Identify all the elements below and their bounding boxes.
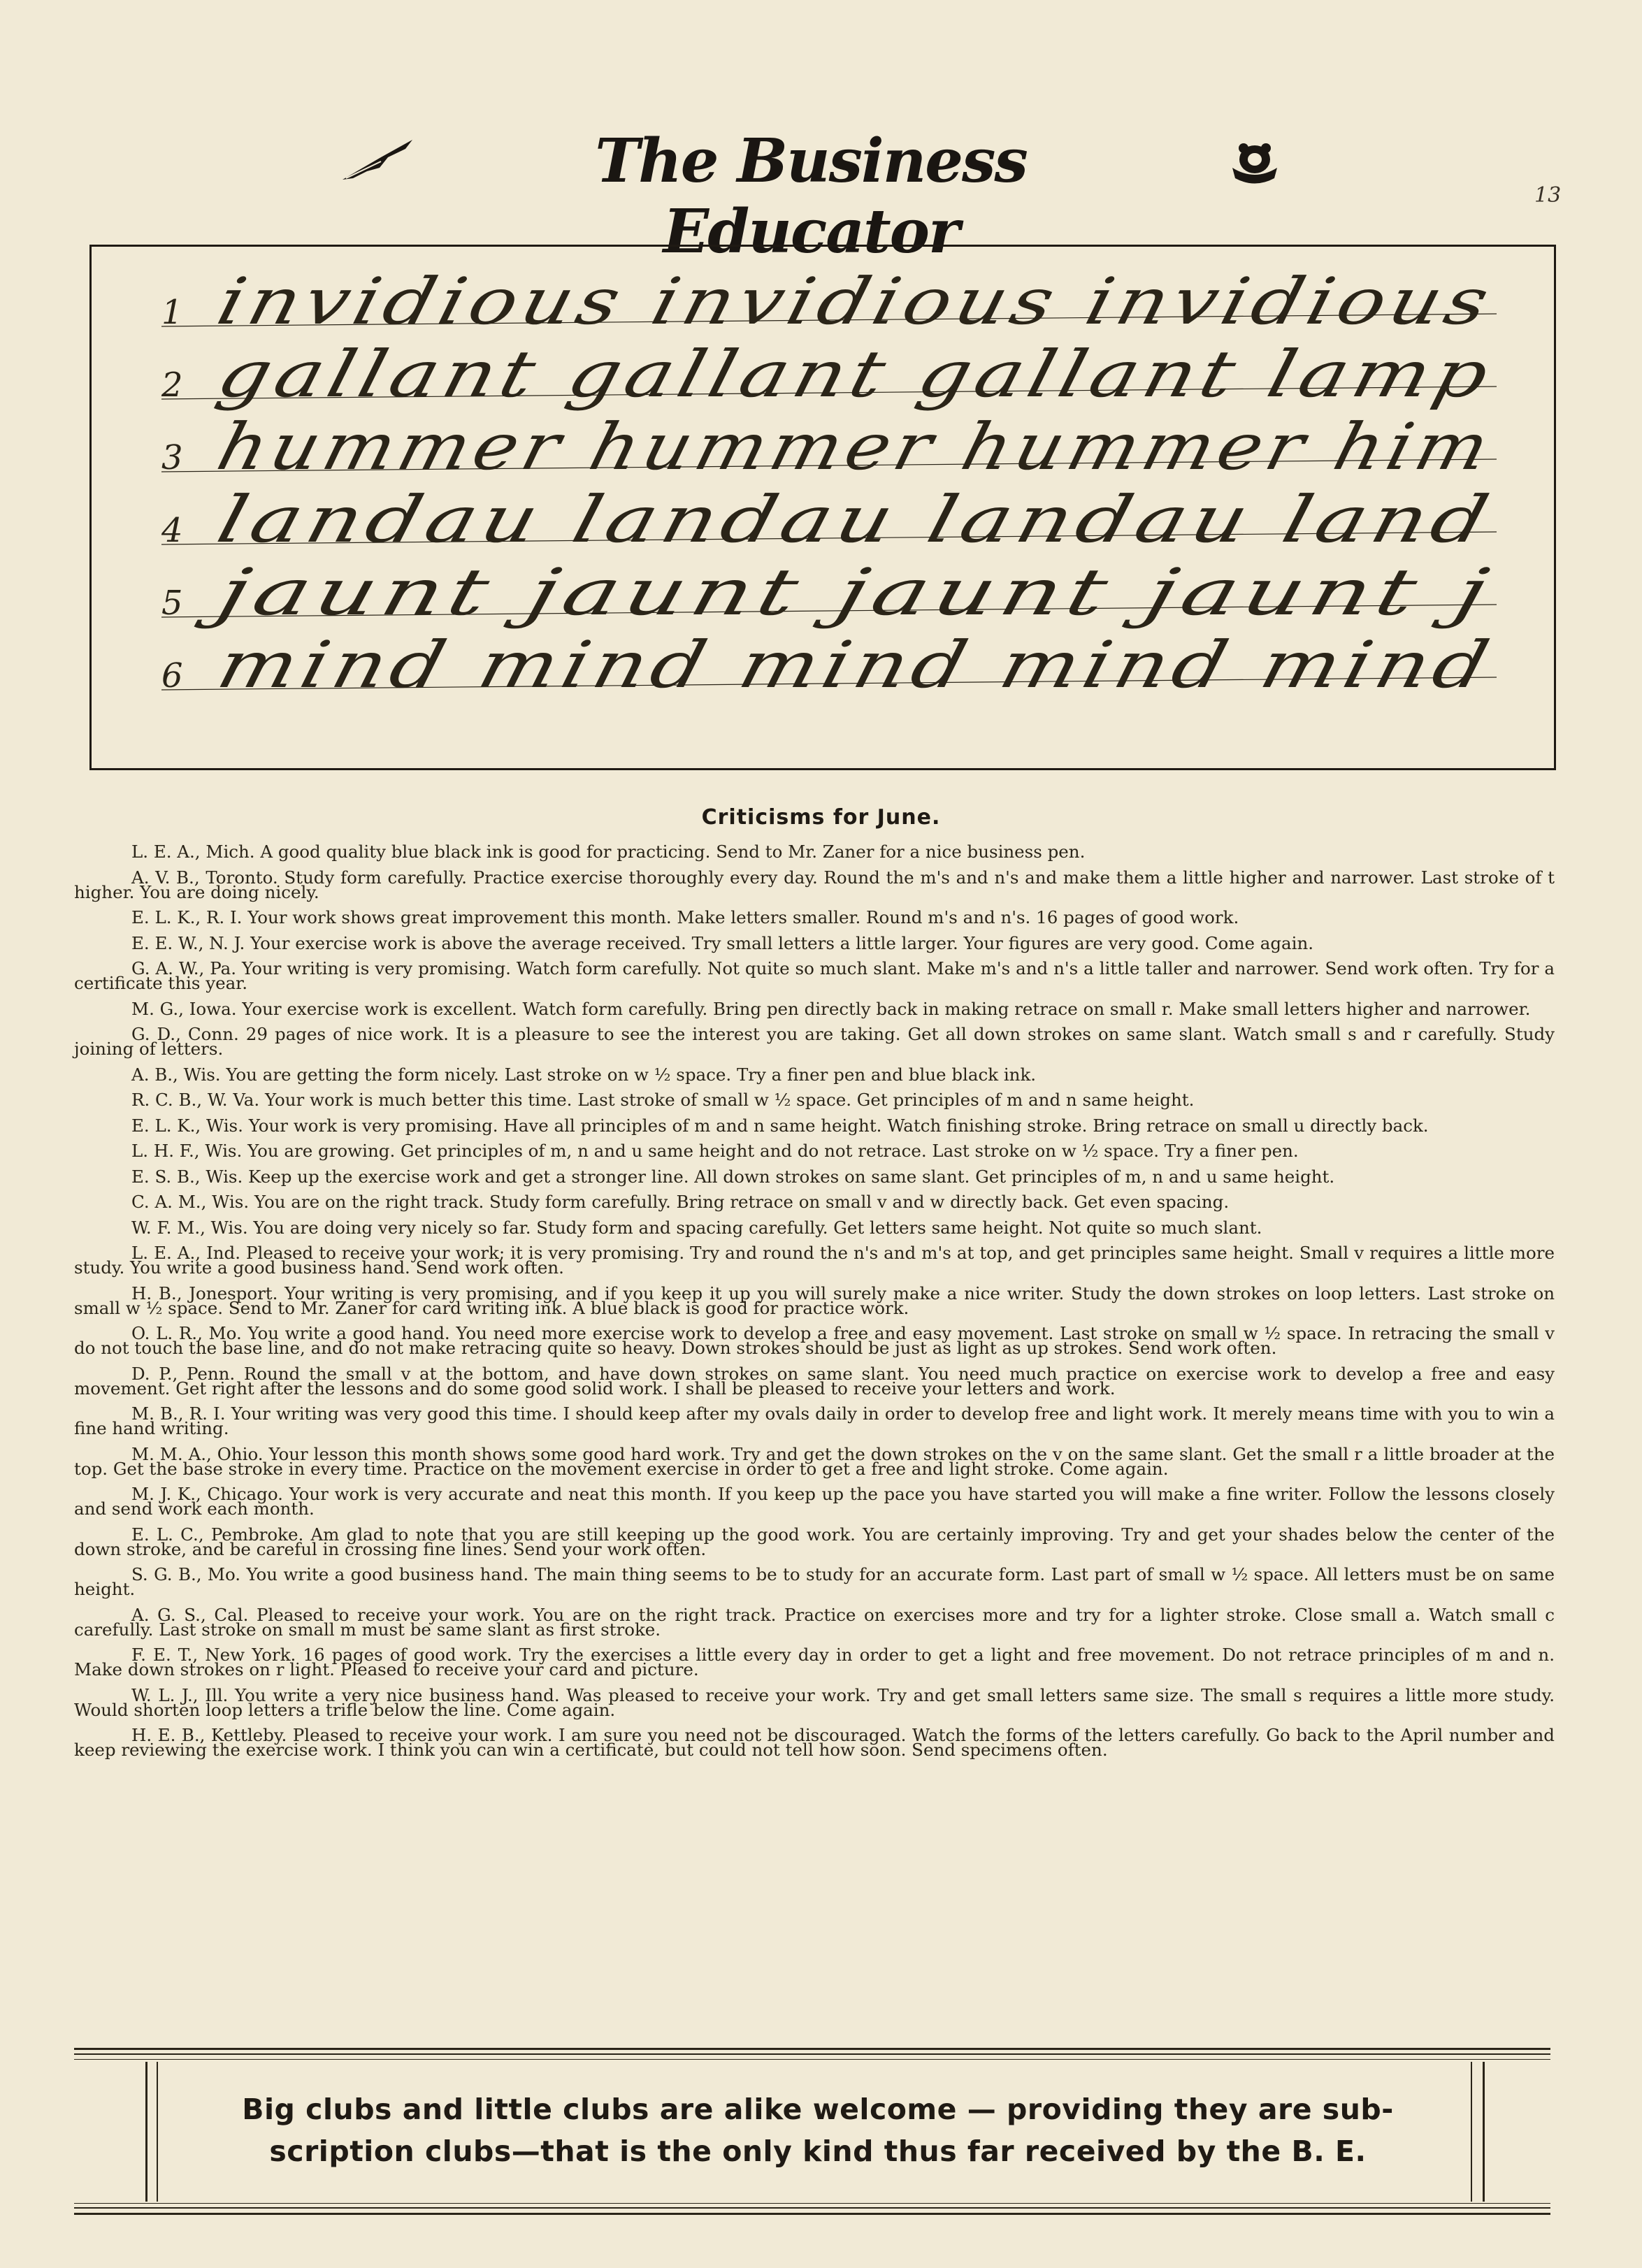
quill-pen-icon [339,136,416,185]
criticism-entry: E. L. K., Wis. Your work is very promising. Have all principles of m and n same height. Watch finishing stroke. Bring retrace on small u directly back. [131,1115,1429,1136]
copy-line-number: 4 [161,511,183,550]
copy-line-text: invidious invidious invidious [210,264,1273,340]
criticism-entry: L. E. A., Mich. A good quality blue black ink is good for practicing. Send to Mr. Zaner for a nice business pen. [131,842,1086,862]
top-rule-1 [74,2048,1550,2050]
top-rule-3 [74,2059,1550,2060]
criticism-entry: A. V. B., Toronto. Study form carefully. Practice exercise thoroughly every day. Round the m's and n's and make them a little higher and narrower. Last stroke of t higher. You are doing nicely. [74,867,1555,902]
criticism-entry: C. A. M., Wis. You are on the right track. Study form carefully. Bring retrace on small v and w directly back. Get even spacing. [131,1192,1230,1212]
copy-line-text: hummer hummer hummer him [210,410,1334,485]
criticism-entry: G. A. W., Pa. Your writing is very promising. Watch form carefully. Not quite so much slant. Make m's and n's a little taller and narrower. Send work often. Try for a certificate this year. [74,958,1555,993]
copy-line-text: landau landau landau land [210,482,1200,558]
masthead [0,119,1642,267]
criticism-entry: G. D., Conn. 29 pages of nice work. It is a pleasure to see the interest you are taking. Get all down strokes on same slant. Watch small s and r carefully. Study joining of letters. [74,1024,1555,1059]
criticism-entry: H. E. B., Kettleby. Pleased to receive your work. I am sure you need not be discouraged. Watch the forms of the letters carefully. Go back to the April number and keep reviewing the exercise work. I think you can win a certificate, but could not tell how soon. Send specimens often. [74,1725,1555,1760]
bottom-rule-2 [74,2207,1550,2209]
masthead-title: The Business Educator [595,126,1027,267]
penmanship-copy-plate [89,245,1556,770]
criticism-entry: M. G., Iowa. Your exercise work is excellent. Watch form carefully. Bring pen directly back in making retrace on small r. Make small letters higher and narrower. [131,998,1531,1019]
criticism-entry: M. J. K., Chicago. Your work is very accurate and neat this month. If you keep up the pace you have started you will make a fine writer. Follow the lessons closely and send work each month. [74,1484,1555,1519]
notice-line-2: scription clubs—that is the only kind thus far received by the B. E. [269,2135,1367,2168]
copy-line-text: mind mind mind mind mind [210,628,1232,703]
subscription-notice [168,2088,1468,2172]
criticism-entry: L. H. F., Wis. You are growing. Get principles of m, n and u same height and do not retrace. Last stroke on w ½ space. Try a finer pen. [131,1141,1299,1161]
notice-line-1: Big clubs and little clubs are alike welcome — providing they are sub- [242,2093,1394,2126]
criticism-entry: F. E. T., New York. 16 pages of good work. Try the exercises a little every day in order to get a light and free movement. Do not retrace principles of m and n. Make down strokes on r light. Pleased to receive your card and picture. [74,1645,1555,1680]
copy-line-number: 6 [161,656,183,695]
bottom-rule-3 [74,2213,1550,2215]
criticism-entry: S. G. B., Mo. You write a good business hand. The main thing seems to be to study for an accurate form. Last part of small w ½ space. All letters must be on same height. [74,1564,1555,1599]
copy-line-number: 1 [161,293,183,332]
criticism-entry: A. B., Wis. You are getting the form nicely. Last stroke on w ½ space. Try a finer pen and blue black ink. [131,1064,1037,1085]
criticism-entry: D. P., Penn. Round the small v at the bottom, and have down strokes on same slant. You need much practice on exercise work to develop a free and easy movement. Get right after the lessons and do some good solid work. I shall be pleased to receive your letters and work. [74,1363,1555,1399]
bottom-rule-1 [74,2203,1550,2204]
criticism-entry: M. B., R. I. Your writing was very good this time. I should keep after my ovals daily in order to develop free and light work. It merely means time with you to win a fine hand writing. [74,1403,1555,1438]
page-number: 13 [1534,183,1562,208]
criticism-entry: W. L. J., Ill. You write a very nice business hand. Was pleased to receive your work. Try and get small letters same size. The small s requires a little more study. Would shorten loop letters a trifle below the line. Come again. [74,1684,1555,1720]
copy-plate-drawing [92,247,1554,768]
criticism-entry: O. L. R., Mo. You write a good hand. You need more exercise work to develop a free and easy movement. Last stroke on small w ½ space. In retracing the small v do not touch the base line, and do not make retracing quite so heavy. Down strokes should be just as light as up strokes. Send work often. [74,1323,1555,1358]
top-rule-2 [74,2053,1550,2055]
copy-line-number: 2 [161,366,183,405]
copy-line-number: 3 [161,438,183,477]
criticism-entry: E. L. K., R. I. Your work shows great improvement this month. Make letters smaller. Round m's and n's. 16 pages of good work. [131,907,1239,927]
criticism-entry: W. F. M., Wis. You are doing very nicely so far. Study form and spacing carefully. Get letters same height. Not quite so much slant. [131,1217,1262,1238]
criticism-entry: L. E. A., Ind. Pleased to receive your work; it is very promising. Try and round the n's and m's at top, and get principles same height. Small v requires a little more study. You write a good business hand. Send work often. [74,1243,1555,1278]
criticism-entry: E. L. C., Pembroke. Am glad to note that you are still keeping up the good work. You are certainly improving. Try and get your shades below the center of the down stroke, and be careful in crossing fine lines. Send your work often. [74,1524,1555,1559]
criticism-entry: R. C. B., W. Va. Your work is much better this time. Last stroke of small w ½ space. Get principles of m and n same height. [131,1090,1195,1110]
criticism-entry: E. S. B., Wis. Keep up the exercise work and get a stronger line. All down strokes on same slant. Get principles of m, n and u same height. [131,1166,1335,1187]
copy-line-text: jaunt jaunt jaunt jaunt j [210,555,1104,630]
criticism-entry: M. M. A., Ohio. Your lesson this month shows some good hard work. Try and get the down strokes on the v on the same slant. Get the small r a little broader at the top. Get the base stroke in every time. Practice on the movement exercise in order to get a free and light stroke. Come again. [74,1443,1555,1479]
criticism-entry: E. E. W., N. J. Your exercise work is above the average received. Try small letters a little larger. Your figures are very good. Come again. [131,932,1314,953]
copy-line-number: 5 [161,584,183,623]
criticisms-heading: Criticisms for June. [701,805,941,830]
crest-emblem-icon [1227,140,1283,189]
copy-line-text: gallant gallant gallant lamp [210,337,1248,412]
criticism-entry: A. G. S., Cal. Pleased to receive your work. You are on the right track. Practice on exercises more and try for a lighter stroke. Close small a. Watch small c carefully. Last stroke on small m must be same slant as first stroke. [74,1604,1555,1640]
criticisms-list [74,844,1555,1768]
criticism-entry: H. B., Jonesport. Your writing is very promising, and if you keep it up you will surely make a nice writer. Study the down strokes on loop letters. Last stroke on small w ½ space. Send to Mr. Zaner for card writing ink. A blue black is good for practice work. [74,1283,1555,1318]
